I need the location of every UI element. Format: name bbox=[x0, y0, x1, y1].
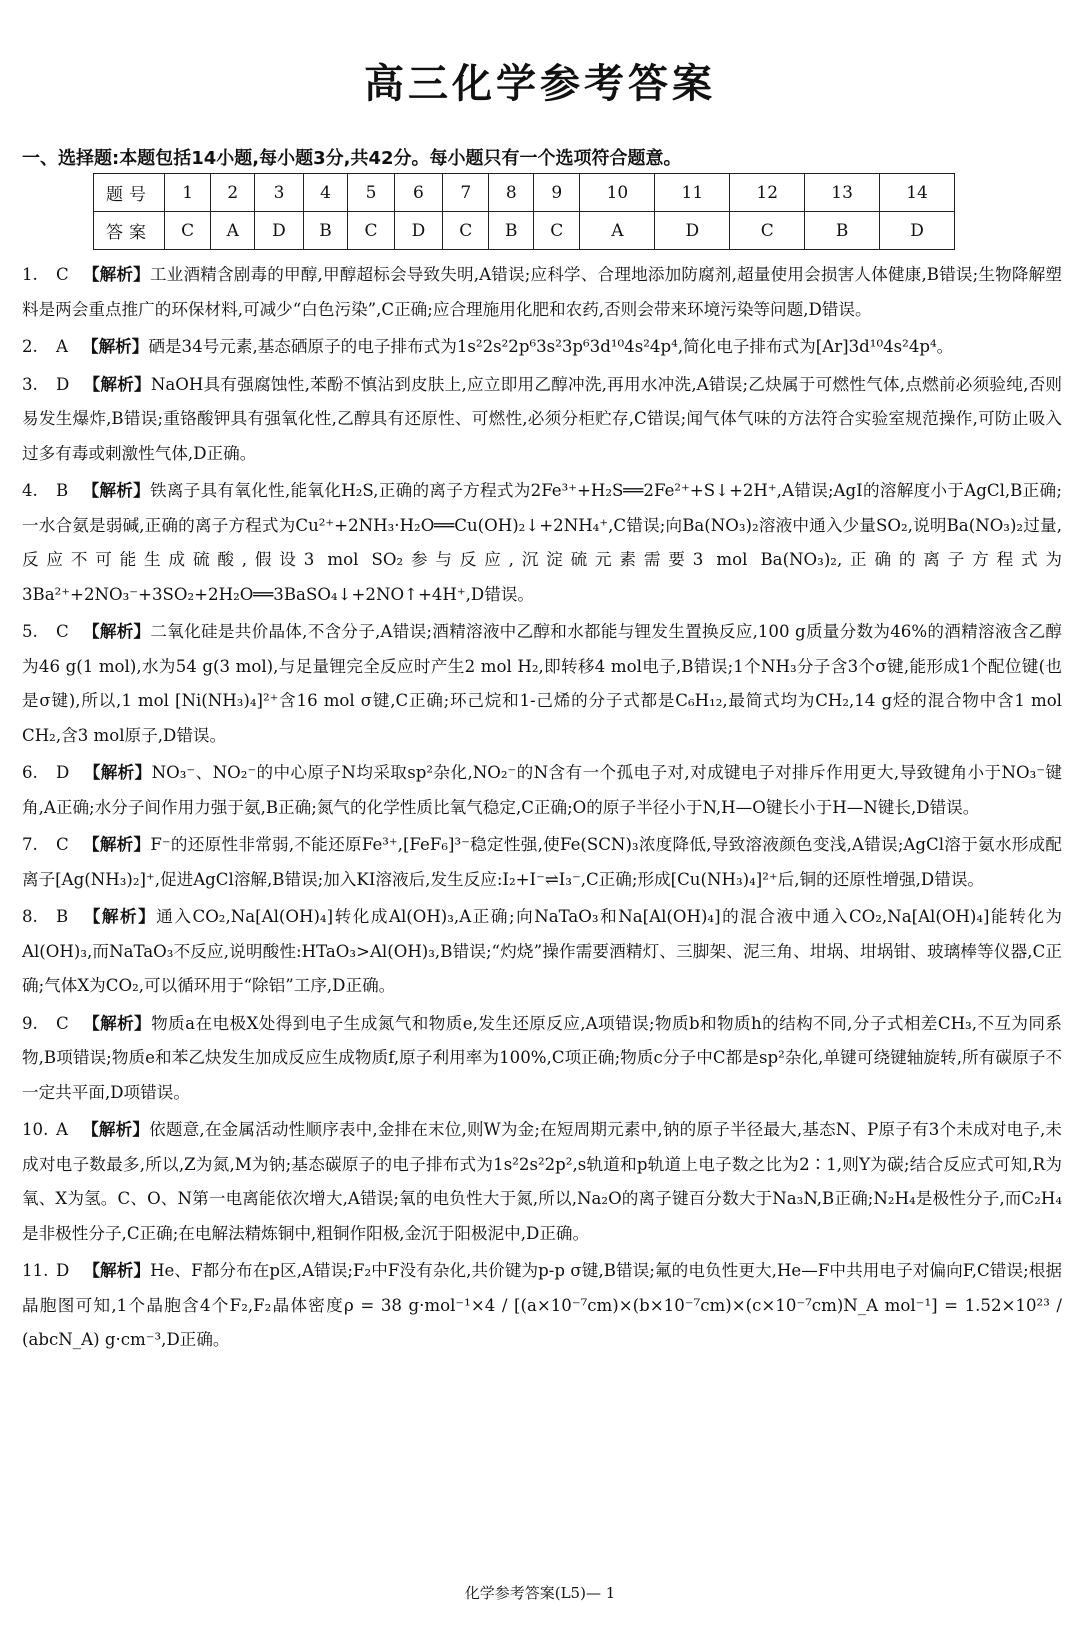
question-number-cell: 7 bbox=[443, 174, 489, 212]
item-text: 铁离子具有氧化性,能氧化H₂S,正确的离子方程式为2Fe³⁺+H₂S══2Fe²⁺+S↓+2H⁺,A错误;AgI的溶解度小于AgCl,B正确;一水合氨是弱碱,正确的离子方程式为Cu²⁺+2NH₃·H₂O══Cu(OH)₂↓+2NH₄⁺,C错误;向Ba(NO₃)₂溶液中通入少量SO₂,说明Ba(NO₃)₂过量,反应不可能生成硫酸,假设3 mol SO₂参与反应,沉淀硫元素需要3 mol Ba(NO₃)₂,正确的离子方程式为3Ba²⁺+2NO₃⁻+3SO₂+2H₂O══3BaSO₄↓+2NO↑+4H⁺,D错误。 bbox=[22, 481, 1063, 604]
item-answer: A bbox=[56, 337, 68, 356]
question-number-cell: 11 bbox=[655, 174, 730, 212]
question-number-cell: 3 bbox=[255, 174, 303, 212]
question-number-cell: 8 bbox=[489, 174, 534, 212]
answer-cell: C bbox=[165, 212, 211, 250]
explanation-item bbox=[22, 474, 1062, 612]
question-number-cell: 2 bbox=[211, 174, 255, 212]
page-footer: 化学参考答案(L5)— 1 bbox=[464, 1584, 616, 1602]
item-answer: B bbox=[56, 907, 69, 926]
item-number: 10. bbox=[22, 1120, 49, 1139]
item-answer: C bbox=[56, 1013, 69, 1033]
item-answer: C bbox=[56, 835, 69, 854]
explanation-item bbox=[22, 258, 1062, 327]
section-heading: 一、选择题:本题包括14小题,每小题3分,共42分。每小题只有一个选项符合题意。 bbox=[22, 148, 682, 169]
analysis-tag: 【解析】 bbox=[82, 835, 151, 854]
item-number: 8. bbox=[22, 907, 38, 926]
item-text: NO₃⁻、NO₂⁻的中心原子N均采取sp²杂化,NO₂⁻的N含有一个孤电子对,对成键电子对排斥作用更大,导致键角小于NO₃⁻键角,A正确;水分子间作用力强于氨,B正确;氮气的化学性质比氧气稳定,C正确;O的原子半径小于N,H—O键长小于H—N键长,D错误。 bbox=[22, 763, 1063, 817]
answer-cell: C bbox=[348, 212, 394, 250]
explanation-item bbox=[22, 1007, 1062, 1111]
item-answer: B bbox=[56, 481, 69, 500]
answer-cell: D bbox=[394, 212, 442, 250]
item-answer: A bbox=[56, 1120, 68, 1139]
item-answer: D bbox=[56, 374, 70, 394]
item-number: 1. bbox=[22, 265, 38, 284]
answer-cell: C bbox=[534, 212, 580, 250]
answer-table bbox=[93, 173, 955, 250]
item-number: 4. bbox=[22, 481, 38, 500]
analysis-tag: 【解析】 bbox=[82, 265, 150, 284]
question-number-cell: 5 bbox=[348, 174, 394, 212]
explanation-item bbox=[22, 828, 1062, 897]
answer-cell: B bbox=[303, 212, 348, 250]
answer-cell: D bbox=[880, 212, 955, 250]
analysis-tag: 【解析】 bbox=[81, 337, 149, 356]
item-number: 7. bbox=[22, 835, 38, 854]
item-number: 6. bbox=[22, 763, 38, 782]
explanation-item bbox=[22, 1113, 1062, 1251]
explanation-item bbox=[22, 368, 1062, 472]
answer-cell: A bbox=[580, 212, 655, 250]
row-label-number: 题号 bbox=[94, 174, 165, 212]
item-text: 依题意,在金属活动性顺序表中,金排在末位,则W为金;在短周期元素中,钠的原子半径最大,基态N、P原子有3个未成对电子,未成对电子数最多,所以,Z为氮,M为钠;基态碳原子的电子排布式为1s²2s²2p²,s轨道和p轨道上电子数之比为2∶1,则Y为碳;结合反应式可知,R为氧、X为氢。C、O、N第一电离能依次增大,A错误;氧的电负性大于氮,所以,Na₂O的离子键百分数大于Na₃N,B正确;N₂H₄是极性分子,而C₂H₄是非极性分子,C正确;在电解法精炼铜中,粗铜作阳极,金沉于阳极泥中,D正确。 bbox=[22, 1120, 1062, 1243]
item-answer: C bbox=[56, 265, 69, 284]
explanation-item bbox=[22, 615, 1062, 753]
item-text: 二氧化硅是共价晶体,不含分子,A错误;酒精溶液中乙醇和水都能与锂发生置换反应,100 g质量分数为46%的酒精溶液含乙醇为46 g(1 mol),水为54 g(3 mol),与足量锂完全反应时产生2 mol H₂,即转移4 mol电子,B错误;1个NH₃分子含3个σ键,能形成1个配位键(也是σ键),所以,1 mol [Ni(NH₃)₄]²⁺含16 mol σ键,C正确;环己烷和1-己烯的分子式都是C₆H₁₂,最简式均为CH₂,14 g烃的混合物中含1 mol CH₂,含3 mol原子,D错误。 bbox=[22, 622, 1063, 745]
question-number-cell: 13 bbox=[805, 174, 880, 212]
item-answer: C bbox=[56, 622, 69, 641]
explanation-item bbox=[22, 330, 1062, 365]
explanation-item bbox=[22, 1254, 1062, 1358]
answer-cell: B bbox=[805, 212, 880, 250]
analysis-tag: 【解析】 bbox=[83, 763, 152, 782]
number-row bbox=[94, 174, 955, 212]
answer-cell: A bbox=[211, 212, 255, 250]
item-number: 2. bbox=[22, 337, 38, 356]
row-label-answer: 答案 bbox=[94, 212, 165, 250]
item-answer: D bbox=[56, 763, 70, 782]
question-number-cell: 4 bbox=[303, 174, 348, 212]
answer-row bbox=[94, 212, 955, 250]
item-number: 11. bbox=[22, 1261, 49, 1280]
explanation-item bbox=[22, 756, 1062, 825]
item-text: 硒是34号元素,基态硒原子的电子排布式为1s²2s²2p⁶3s²3p⁶3d¹⁰4s²4p⁴,简化电子排布式为[Ar]3d¹⁰4s²4p⁴。 bbox=[148, 337, 954, 356]
answer-cell: C bbox=[730, 212, 805, 250]
question-number-cell: 6 bbox=[394, 174, 442, 212]
question-number-cell: 1 bbox=[165, 174, 211, 212]
page-title: 高三化学参考答案 bbox=[364, 61, 716, 107]
explanation-list bbox=[22, 258, 1062, 1361]
item-text: He、F都分布在p区,A错误;F₂中F没有杂化,共价键为p-p σ键,B错误;氟的电负性更大,He—F中共用电子对偏向F,C错误;根据晶胞图可知,1个晶胞含4个F₂,F₂晶体密度ρ = 38 g·mol⁻¹×4 / [(a×10⁻⁷cm)×(b×10⁻⁷cm)×(c×10⁻⁷cm)N_A mol⁻¹] = 1.52×10²³ / (abcN_A) g·cm⁻³,D正确。 bbox=[22, 1261, 1062, 1349]
item-number: 3. bbox=[22, 374, 38, 394]
analysis-tag: 【解析】 bbox=[83, 1261, 151, 1280]
question-number-cell: 9 bbox=[534, 174, 580, 212]
item-text: 物质a在电极X处得到电子生成氮气和物质e,发生还原反应,A项错误;物质b和物质h的结构不同,分子式相差CH₃,不互为同系物,B项错误;物质e和苯乙炔发生加成反应生成物质f,原子利用率为100%,C项正确;物质c分子中C都是sp²杂化,单键可绕键轴旋转,所有碳原子不一定共平面,D项错误。 bbox=[22, 1013, 1063, 1102]
question-number-cell: 10 bbox=[580, 174, 655, 212]
answer-cell: D bbox=[655, 212, 730, 250]
item-text: 工业酒精含剧毒的甲醇,甲醇超标会导致失明,A错误;应科学、合理地添加防腐剂,超量使用会损害人体健康,B错误;生物降解塑料是两会重点推广的环保材料,可减少“白色污染”,C正确;应合理施用化肥和农药,否则会带来环境污染等问题,D错误。 bbox=[22, 265, 1062, 319]
analysis-tag: 【解析】 bbox=[83, 374, 151, 394]
answer-cell: D bbox=[255, 212, 303, 250]
item-text: F⁻的还原性非常弱,不能还原Fe³⁺,[FeF₆]³⁻稳定性强,使Fe(SCN)₃浓度降低,导致溶液颜色变浅,A错误;AgCl溶于氨水形成配离子[Ag(NH₃)₂]⁺,促进AgCl溶解,B错误;加入KI溶液后,发生反应:I₂+I⁻⇌I₃⁻,C正确;形成[Cu(NH₃)₄]²⁺后,铜的还原性增强,D错误。 bbox=[22, 835, 1063, 889]
analysis-tag: 【解析】 bbox=[81, 1120, 150, 1139]
item-answer: D bbox=[56, 1261, 70, 1280]
question-number-cell: 14 bbox=[880, 174, 955, 212]
question-number-cell: 12 bbox=[730, 174, 805, 212]
analysis-tag: 【解析】 bbox=[82, 622, 151, 641]
item-number: 5. bbox=[22, 622, 38, 641]
analysis-tag: 【解析】 bbox=[82, 1013, 152, 1033]
item-text: 通入CO₂,Na[Al(OH)₄]转化成Al(OH)₃,A正确;向NaTaO₃和Na[Al(OH)₄]的混合液中通入CO₂,Na[Al(OH)₄]能转化为Al(OH)₃,而NaTaO₃不反应,说明酸性:HTaO₃>Al(OH)₃,B错误;“灼烧”操作需要酒精灯、三脚架、泥三角、坩埚、坩埚钳、玻璃棒等仪器,C正确;气体X为CO₂,可以循环用于“除铝”工序,D正确。 bbox=[22, 907, 1063, 995]
answer-cell: C bbox=[443, 212, 489, 250]
analysis-tag: 【解析】 bbox=[82, 481, 151, 500]
explanation-item bbox=[22, 900, 1062, 1004]
item-text: NaOH具有强腐蚀性,苯酚不慎沾到皮肤上,应立即用乙醇冲洗,再用水冲洗,A错误;乙炔属于可燃性气体,点燃前必须验纯,否则易发生爆炸,B错误;重铬酸钾具有强氧化性,乙醇具有还原性、可燃性,必须分柜贮存,C错误;闻气体气味的方法符合实验室规范操作,可防止吸入过多有毒或刺激性气体,D正确。 bbox=[22, 374, 1063, 463]
answer-cell: B bbox=[489, 212, 534, 250]
item-number: 9. bbox=[22, 1013, 38, 1033]
analysis-tag: 【解析】 bbox=[82, 907, 157, 926]
